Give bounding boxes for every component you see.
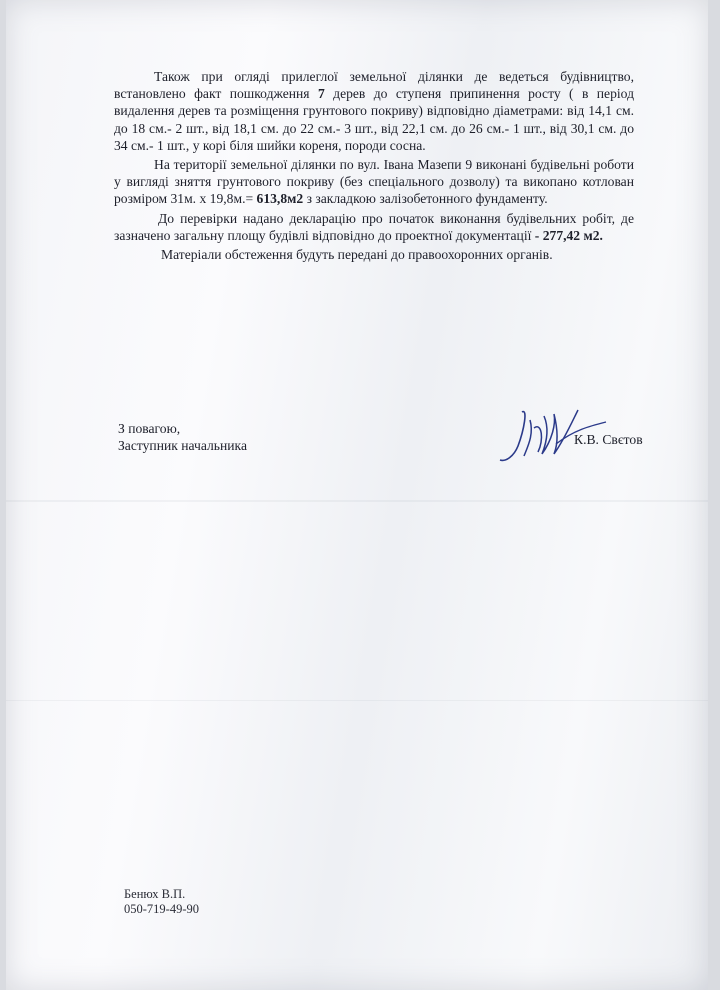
paragraph-construction: На території земельної ділянки по вул. Івана Мазепи 9 виконані будівельні роботи у вигляді зняття грунтового покриву (без спеціального дозволу) та викопано котлован розміром 31м. х 19,8м.= 613,8м2 з закладкою залізобетонного фундаменту. xyxy=(114,157,634,207)
document-page xyxy=(6,0,708,990)
paragraph-declaration: До перевірки надано декларацію про початок виконання будівельних робіт, де зазначено загальну площу будівлі відповідно до проектної документації - 277,42 м2. xyxy=(114,210,634,243)
paper-fold xyxy=(6,700,708,701)
paper-fold xyxy=(6,500,708,502)
closing-block xyxy=(118,420,247,454)
signer-position: Заступник начальника xyxy=(118,438,247,453)
executor-name: Бенюх В.П. xyxy=(124,887,186,901)
greeting: З повагою, xyxy=(118,421,181,436)
paragraph-damage: Також при огляді прилеглої земельної ділянки де ведеться будівництво, встановлено факт пошкодження 7 дерев до ступеня припинення росту ( в період видалення дерев та розміщення грунтового покриву) відповідно діаметрами: від 14,1 см. до 18 см.- 2 шт., від 18,1 см. до 22 см.- 3 шт., від 22,1 см. до 26 см.- 1 шт., від 30,1 см. до 34 см.- 1 шт., у корі біля шийки кореня, породи сосна. xyxy=(114,69,634,153)
paragraph-materials: Матеріали обстеження будуть передані до правоохоронних органів. xyxy=(161,247,553,263)
executor-phone: 050-719-49-90 xyxy=(124,902,199,916)
executor-block xyxy=(124,887,199,917)
signer-name: К.В. Свєтов xyxy=(574,432,643,447)
letter-body xyxy=(114,68,634,265)
